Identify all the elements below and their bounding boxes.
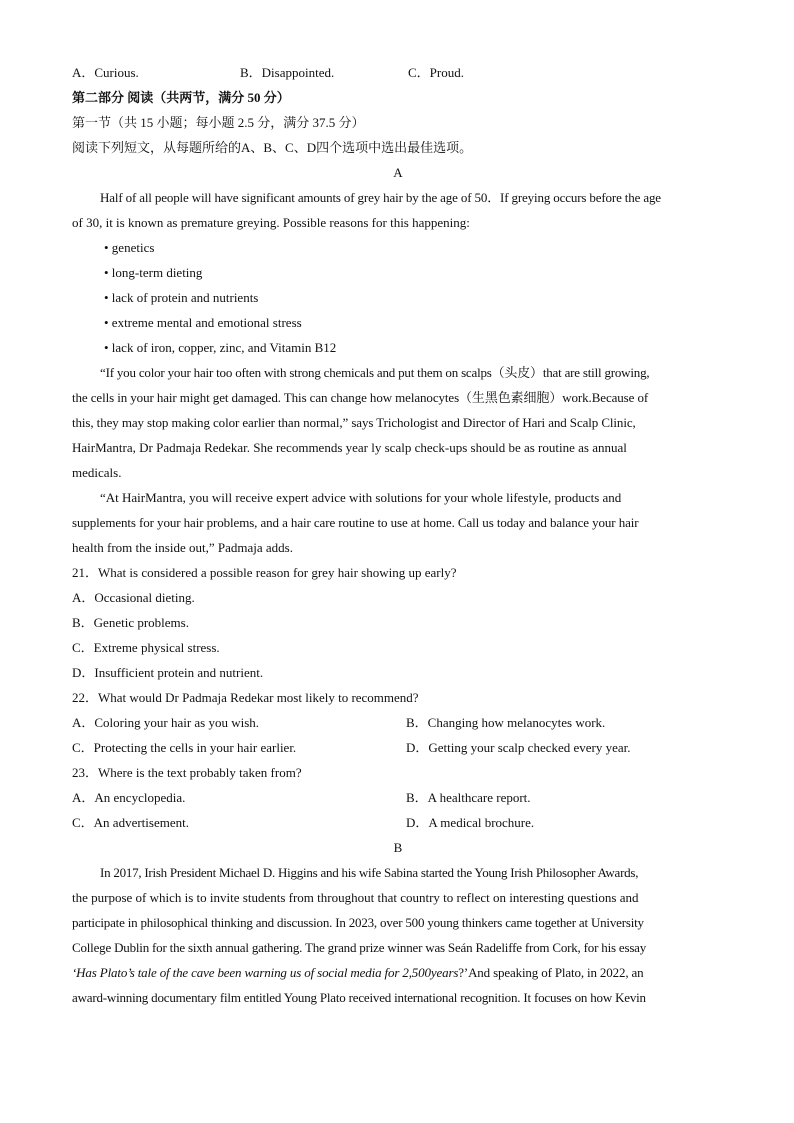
passage-a-label: A [393,165,403,180]
question-23 [72,760,724,835]
option-d[interactable]: D．A medical brochure. [406,815,535,830]
option-c[interactable]: C．An advertisement. [72,815,189,830]
option-b[interactable]: B．Genetic problems. [72,615,189,630]
list-item: • long-term dieting [104,265,203,280]
text-line: medicals. [72,465,122,480]
passage-a-paragraph-3 [72,485,724,560]
list-item: • extreme mental and emotional stress [104,315,302,330]
option-c[interactable]: C．Protecting the cells in your hair earlier. [72,740,297,755]
question-stem: 23．Where is the text probably taken from? [72,765,302,780]
option-a: A．Curious. [72,65,139,80]
text-line: HairMantra, Dr Padmaja Redekar. She recommends year ly scalp check-ups should be as routine as annual [72,440,627,455]
option-d[interactable]: D．Getting your scalp checked every year. [406,740,631,755]
exam-page [72,60,724,1010]
option-a[interactable]: A．Coloring your hair as you wish. [72,715,260,730]
text-line: health from the inside out,” Padmaja adds. [72,540,293,555]
text-line: College Dublin for the sixth annual gathering. The grand prize winner was Seán Radeliffe from Cork, for his essay [72,940,647,955]
text-fragment: ?’And speaking of Plato, in 2022, an [458,965,644,980]
passage-a-paragraph-2 [72,360,724,485]
option-c[interactable]: C．Extreme physical stress. [72,640,220,655]
question-21 [72,560,724,685]
text-line: this, they may stop making color earlier than normal,” says Trichologist and Director of Hari and Scalp Clinic, [72,415,636,430]
section-title: 第一节（共 15 小题；每小题 2.5 分，满分 37.5 分） [72,115,365,130]
question-stem: 21．What is considered a possible reason for grey hair showing up early? [72,565,457,580]
option-a[interactable]: A．Occasional dieting. [72,590,195,605]
text-line: award-winning documentary film entitled Young Plato received international recognition. It focuses on how Kevin [72,990,646,1005]
reasons-list [72,235,724,360]
text-line: Half of all people will have significant amounts of grey hair by the age of 50．If greying occurs before the age [100,190,661,205]
text-line: In 2017, Irish President Michael D. Higgins and his wife Sabina started the Young Irish Philosopher Awards, [100,865,639,880]
options-row [72,735,724,760]
option-b[interactable]: B．A healthcare report. [406,790,531,805]
option-c: C．Proud. [408,65,464,80]
text-line: participate in philosophical thinking and discussion. In 2023, over 500 young thinkers came together at University [72,915,644,930]
option-a[interactable]: A．An encyclopedia. [72,790,186,805]
option-b[interactable]: B．Changing how melanocytes work. [406,715,606,730]
text-line [72,960,724,985]
passage-b-paragraph-1 [72,860,724,1010]
question-stem: 22．What would Dr Padmaja Redekar most likely to recommend? [72,690,419,705]
text-line: “At HairMantra, you will receive expert advice with solutions for your whole lifestyle, products and [100,490,622,505]
essay-title: ‘Has Plato’s tale of the cave been warning us of social media for 2,500years [72,965,459,980]
list-item: • genetics [104,240,155,255]
options-row [72,710,724,735]
passage-a-paragraph-1 [72,185,724,235]
option-d[interactable]: D．Insufficient protein and nutrient. [72,665,264,680]
text-line: “If you color your hair too often with strong chemicals and put them on scalps（头皮）that are still growing, [100,365,650,380]
list-item: • lack of protein and nutrients [104,290,259,305]
text-line: supplements for your hair problems, and a hair care routine to use at home. Call us today and balance your hair [72,515,639,530]
previous-question-options [72,60,724,85]
text-line: the purpose of which is to invite students from throughout that country to reflect on interesting questions and [72,890,639,905]
part-title: 第二部分 阅读（共两节，满分 50 分） [72,90,290,105]
text-line: the cells in your hair might get damaged. This can change how melanocytes（生黑色素细胞）work.Because of [72,390,649,405]
question-22 [72,685,724,760]
instruction: 阅读下列短文，从每题所给的A、B、C、D四个选项中选出最佳选项。 [72,140,473,155]
text-line: of 30, it is known as premature greying. Possible reasons for this happening: [72,215,470,230]
list-item: • lack of iron, copper, zinc, and Vitamin B12 [104,340,337,355]
options-row [72,810,724,835]
option-b: B．Disappointed. [240,65,335,80]
options-row [72,785,724,810]
passage-b-label: B [393,840,403,855]
